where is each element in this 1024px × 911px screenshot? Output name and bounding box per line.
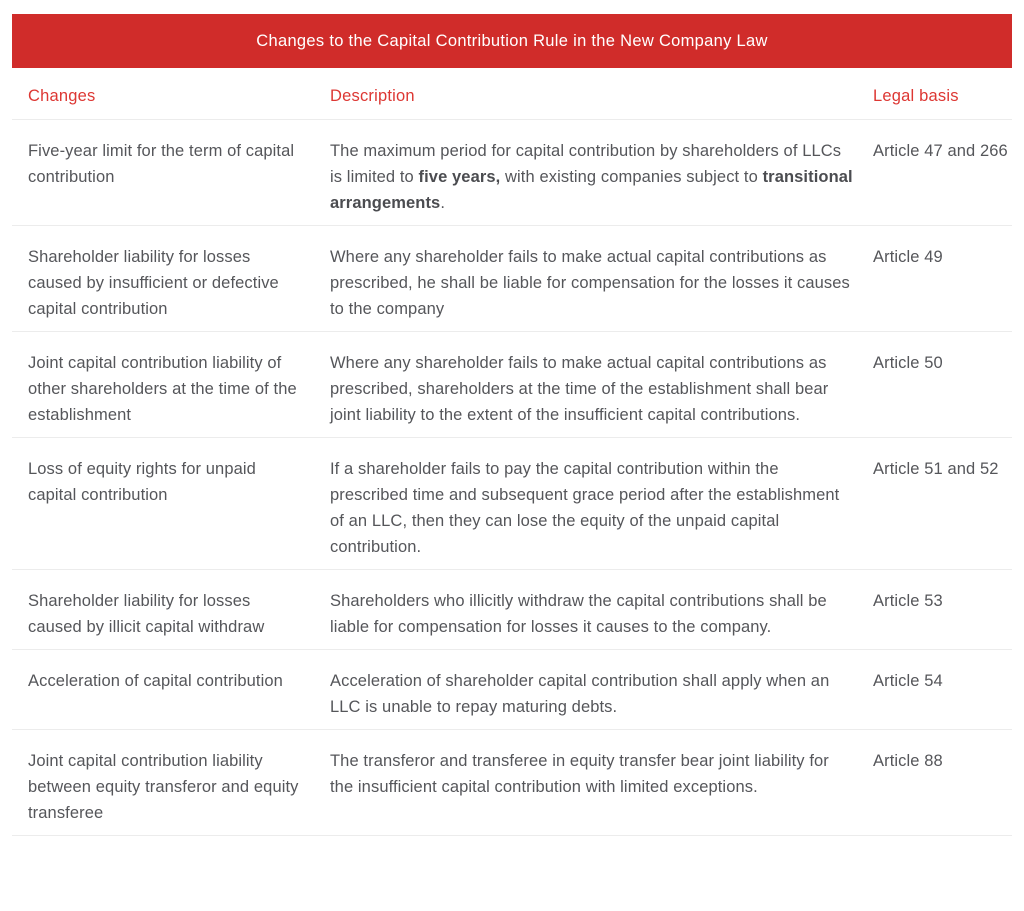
description-text: The transferor and transferee in equity transfer bear joint liability for the insufficient capital contribution with limited exceptions.: [330, 752, 829, 796]
table-row: [12, 650, 1012, 730]
cell-legal-basis: Article 49: [873, 248, 943, 266]
table-row: [12, 438, 1012, 570]
cell-legal-basis: Article 88: [873, 752, 943, 770]
table-body: [12, 120, 1012, 836]
table-title-banner: [12, 14, 1012, 68]
cell-changes: Shareholder liability for losses caused by illicit capital withdraw: [28, 592, 265, 636]
description-bold-text: transitional arrangements: [330, 168, 853, 212]
description-text: The maximum period for capital contribution by shareholders of LLCs is limited to: [330, 142, 842, 186]
table-header-row: [12, 68, 1012, 120]
cell-changes: Joint capital contribution liability of other shareholders at the time of the establishment: [28, 354, 297, 424]
table-row: [12, 120, 1012, 226]
table-row: [12, 226, 1012, 332]
cell-changes: Acceleration of capital contribution: [28, 672, 283, 690]
cell-legal-basis: Article 51 and 52: [873, 460, 999, 478]
capital-contribution-changes-table: [12, 68, 1012, 836]
cell-description: [330, 244, 873, 322]
description-text: Shareholders who illicitly withdraw the capital contributions shall be liable for compensation for losses it causes to the company.: [330, 592, 827, 636]
cell-changes: Shareholder liability for losses caused by insufficient or defective capital contribution: [28, 248, 279, 318]
column-header-legal-basis: Legal basis: [873, 87, 959, 105]
table-row: [12, 332, 1012, 438]
cell-description: [330, 748, 873, 826]
column-header-changes: Changes: [28, 87, 96, 105]
description-text: Where any shareholder fails to make actual capital contributions as prescribed, shareholders at the time of the establishment shall bear joint liability to the extent of the insufficient capital contributions.: [330, 354, 829, 424]
description-text: Acceleration of shareholder capital contribution shall apply when an LLC is unable to repay maturing debts.: [330, 672, 830, 716]
table-row: [12, 730, 1012, 836]
cell-changes: Joint capital contribution liability between equity transferor and equity transferee: [28, 752, 299, 822]
table-title: Changes to the Capital Contribution Rule in the New Company Law: [256, 31, 768, 50]
cell-description: [330, 588, 873, 640]
cell-legal-basis: Article 54: [873, 672, 943, 690]
cell-description: [330, 668, 873, 720]
column-header-description: Description: [330, 87, 415, 105]
cell-description: [330, 456, 873, 560]
description-text: .: [440, 194, 446, 212]
cell-legal-basis: Article 47 and 266: [873, 142, 1008, 160]
cell-legal-basis: Article 53: [873, 592, 943, 610]
description-text: If a shareholder fails to pay the capital contribution within the prescribed time and subsequent grace period after the establishment of an LLC, then they can lose the equity of the unpaid capital contribution.: [330, 460, 840, 556]
cell-changes: Loss of equity rights for unpaid capital contribution: [28, 460, 256, 504]
table-row: [12, 570, 1012, 650]
cell-changes: Five-year limit for the term of capital contribution: [28, 142, 295, 186]
cell-description: [330, 138, 873, 216]
description-text: Where any shareholder fails to make actual capital contributions as prescribed, he shall be liable for compensation for the losses it causes to the company: [330, 248, 850, 318]
description-text: with existing companies subject to: [500, 168, 763, 186]
description-bold-text: five years,: [418, 168, 501, 186]
cell-description: [330, 350, 873, 428]
cell-legal-basis: Article 50: [873, 354, 943, 372]
